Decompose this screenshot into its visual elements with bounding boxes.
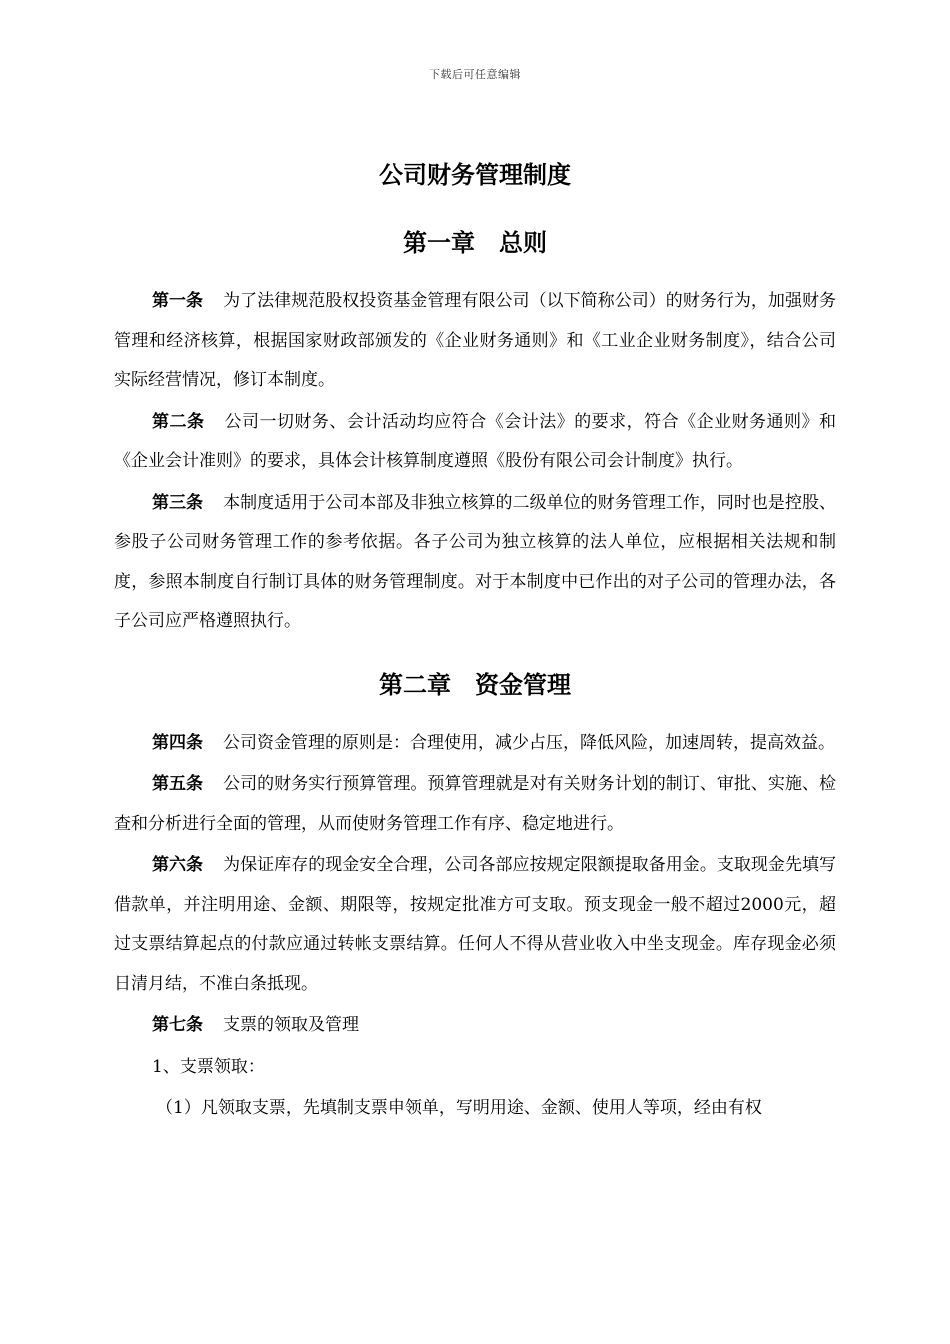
article-text: 为保证库存的现金安全合理，公司各部应按规定限额提取备用金。支取现金先填写借款单，并注明用途、金额、期限等，按规定批准方可支取。预支现金一般不超过2000元，超过支票结算起点的付款应通过转帐支票结算。任何人不得从营业收入中坐支现金。库存现金必须日清月结，不准白条抵现。 xyxy=(114,855,837,994)
article-number: 第五条 xyxy=(152,774,204,794)
article-text: 本制度适用于公司本部及非独立核算的二级单位的财务管理工作，同时也是控股、参股子公司财务管理工作的参考依据。各子公司为独立核算的法人单位，应根据相关法规和制度，参照本制度自行制订具体的财务管理制度。对于本制度中已作出的对子公司的管理办法，各子公司应严格遵照执行。 xyxy=(114,492,837,631)
sub-item-paragraph: （1）凡领取支票，先填制支票申领单，写明用途、金额、使用人等项，经由有权 xyxy=(156,1098,762,1118)
article-4 xyxy=(114,724,836,764)
article-5 xyxy=(114,765,836,844)
document-body xyxy=(114,150,836,1131)
document-title: 公司财务管理制度 xyxy=(379,161,571,189)
article-number: 第一条 xyxy=(152,291,204,311)
article-number: 第七条 xyxy=(152,1015,203,1035)
article-1 xyxy=(114,282,836,401)
header-note: 下载后可任意编辑 xyxy=(429,68,521,81)
sub-item-heading: 1、支票领取： xyxy=(152,1056,265,1077)
article-text: 支票的领取及管理 xyxy=(223,1015,359,1035)
article-text: 公司资金管理的原则是：合理使用，减少占压，降低风险，加速周转，提高效益。 xyxy=(223,732,835,753)
article-text: 公司的财务实行预算管理。预算管理就是对有关财务计划的制订、审批、实施、检查和分析进行全面的管理，从而使财务管理工作有序、稳定地进行。 xyxy=(114,774,837,834)
article-7 xyxy=(114,1006,836,1046)
article-text: 为了法律规范股权投资基金管理有限公司（以下简称公司）的财务行为，加强财务管理和经济核算，根据国家财政部颁发的《企业财务通则》和《工业企业财务制度》，结合公司实际经营情况，修订本制度。 xyxy=(114,291,837,390)
article-number: 第三条 xyxy=(152,492,204,513)
article-6 xyxy=(114,846,836,1004)
article-number: 第二条 xyxy=(152,411,205,432)
article-number: 第六条 xyxy=(152,855,204,875)
article-2 xyxy=(114,403,836,482)
article-3 xyxy=(114,484,836,642)
chapter-2-title: 第二章 资金管理 xyxy=(379,670,571,699)
chapter-1-title: 第一章 总则 xyxy=(403,229,547,257)
article-number: 第四条 xyxy=(152,732,203,753)
article-text: 公司一切财务、会计活动均应符合《会计法》的要求，符合《企业财务通则》和《企业会计准则》的要求，具体会计核算制度遵照《股份有限公司会计制度》执行。 xyxy=(114,411,837,471)
